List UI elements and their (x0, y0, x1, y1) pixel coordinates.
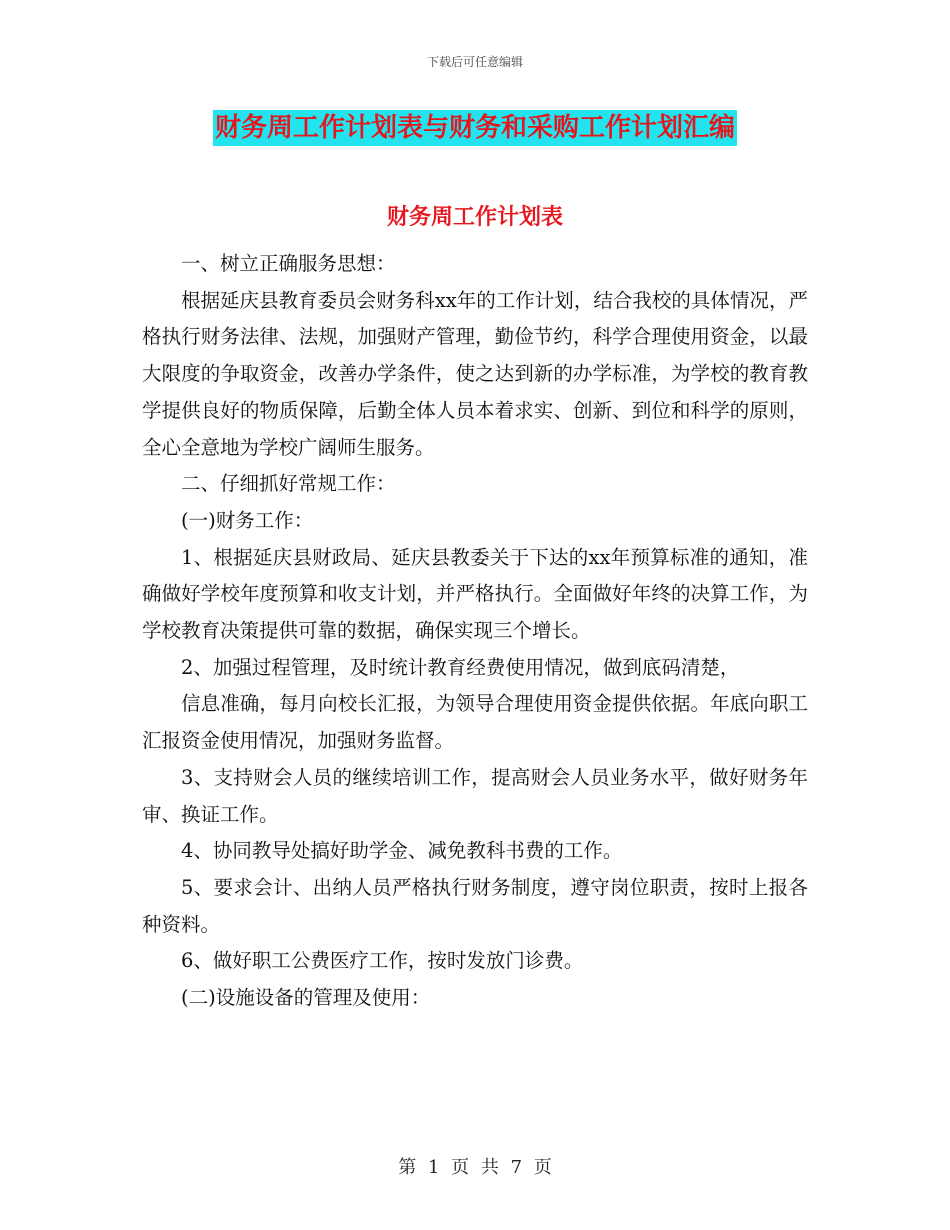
footer-mid2: 共 (480, 1157, 499, 1178)
footer-prefix: 第 (398, 1157, 417, 1178)
footer-mid1: 页 (451, 1157, 470, 1178)
document-body (142, 246, 808, 1017)
paragraph-heading-1: 一、树立正确服务思想： (181, 252, 396, 275)
main-title-wrap (0, 110, 950, 146)
paragraph: 2、加强过程管理，及时统计教育经费使用情况，做到底码清楚， (181, 655, 740, 679)
section-title: 财务周工作计划表 (386, 205, 563, 230)
paragraph: 5、要求会计、出纳人员严格执行财务制度，遵守岗位职责，按时上报各种资料。 (142, 875, 808, 936)
paragraph-heading-2: 二、仔细抓好常规工作： (181, 472, 396, 496)
footer-current-page: 1 (427, 1157, 440, 1178)
paragraph-subheading-2: (二)设施设备的管理及使用： (181, 986, 431, 1010)
paragraph-subheading-1: (一)财务工作： (181, 508, 314, 532)
paragraph: 3、支持财会人员的继续培训工作，提高财会人员业务水平，做好财务年审、换证工作。 (142, 765, 808, 826)
paragraph: 1、根据延庆县财政局、延庆县教委关于下达的xx年预算标准的通知，准确做好学校年度预算和收支计划，并严格执行。全面做好年终的决算工作，为学校教育决策提供可靠的数据，确保实现三个增长。 (142, 545, 808, 643)
footer-total-pages: 7 (510, 1157, 523, 1178)
footer-suffix: 页 (533, 1157, 552, 1178)
page-number-footer (0, 1153, 950, 1179)
paragraph: 6、做好职工公费医疗工作，按时发放门诊费。 (181, 949, 584, 973)
header-note: 下载后可任意编辑 (426, 55, 523, 69)
main-title: 财务周工作计划表与财务和采购工作计划汇编 (213, 110, 737, 146)
paragraph: 根据延庆县教育委员会财务科xx年的工作计划，结合我校的具体情况，严格执行财务法律、法规，加强财产管理，勤俭节约，科学合理使用资金，以最大限度的争取资金，改善办学条件，使之达到新的办学标准，为学校的教育教学提供良好的物质保障，后勤全体人员本着求实、创新、到位和科学的原则，全心全意地为学校广阔师生服务。 (142, 288, 808, 459)
paragraph: 信息准确，每月向校长汇报，为领导合理使用资金提供依据。年底向职工汇报资金使用情况，加强财务监督。 (142, 692, 808, 753)
paragraph: 4、协同教导处搞好助学金、减免教科书费的工作。 (181, 839, 623, 863)
